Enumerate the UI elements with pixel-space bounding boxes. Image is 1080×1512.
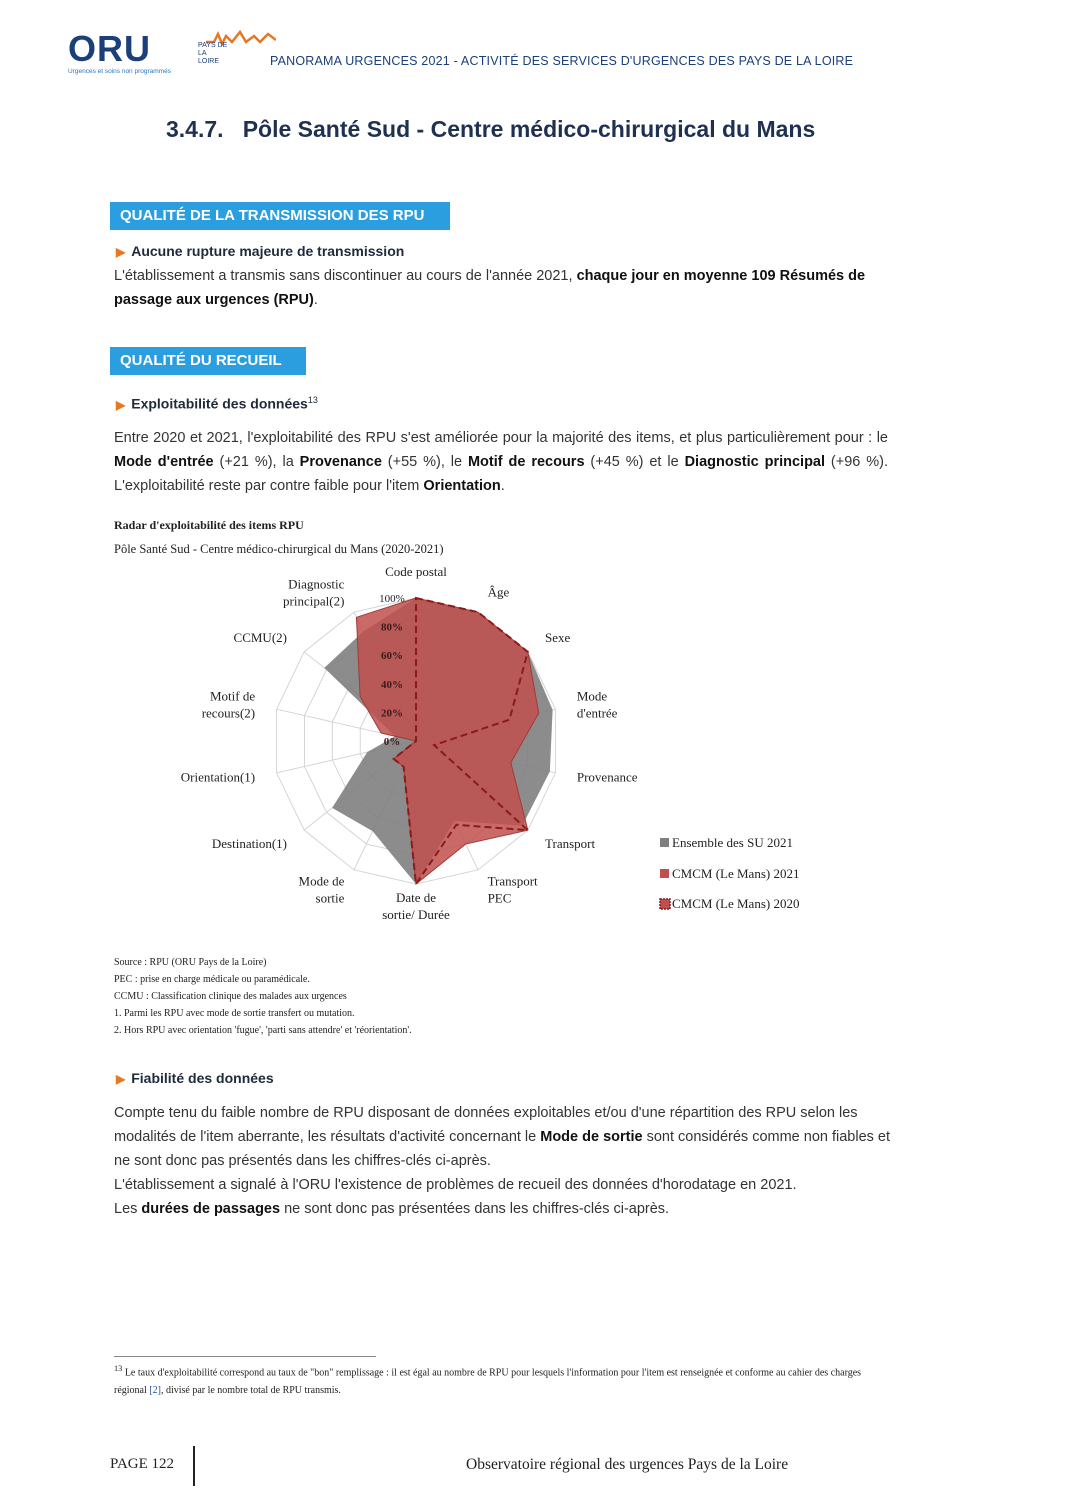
arrow-bullet-icon: ▶ [116,397,126,412]
radial-tick-label: 80% [381,621,403,634]
chart-legend [660,835,799,911]
reference-link[interactable]: [2] [149,1385,161,1397]
section-banner-transmission: QUALITÉ DE LA TRANSMISSION DES RPU [110,202,450,230]
category-label: Date de [395,890,437,905]
footer-separator [193,1446,195,1486]
section-banner-recueil: QUALITÉ DU RECUEIL [110,347,306,375]
oru-logo [68,28,228,80]
chart-note: 2. Hors RPU avec orientation 'fugue', 'parti sans attendre' et 'réorientation'. [114,1025,412,1036]
legend-swatch [660,899,670,909]
category-label: sortie [315,890,345,906]
radial-tick-label: 60% [381,650,403,663]
chart-note: 1. Parmi les RPU avec mode de sortie transfert ou mutation. [114,1008,355,1019]
subheading-fiabilite: ▶ Fiabilité des données [116,1070,274,1086]
category-label: Orientation(1) [180,769,256,785]
category-label: Transport [487,873,538,889]
category-label: Âge [487,584,510,600]
chart-notes [114,954,412,1039]
category-label: Provenance [576,769,638,785]
radial-tick-label: 40% [381,678,403,691]
legend-swatch [660,869,669,878]
category-label: Sexe [545,630,571,646]
category-label: Mode [576,688,608,704]
arrow-bullet-icon: ▶ [116,245,126,259]
radial-tick-label: 0% [383,736,401,748]
legend-label: CMCM (Le Mans) 2020 [672,896,800,911]
category-label: Destination(1) [211,835,287,851]
footnote-divider [114,1356,376,1357]
category-label: Transport [545,835,596,851]
category-label: Diagnostic [288,576,345,592]
legend-label: CMCM (Le Mans) 2021 [672,866,800,881]
logo-region: PAYS DE LA LOIRE [198,42,228,65]
chart-note: CCMU : Classification clinique des malades aux urgences [114,991,347,1002]
subheading-exploitabilite: ▶ Exploitabilité des données$^{13}$ [116,395,318,412]
category-label: principal(2) [283,593,345,609]
radial-tick-label: 20% [381,707,403,720]
footnote: $^{13}$ Le taux d'exploitabilité correspond au taux de "bon" remplissage : il est égal au nombre de RPU pour lesquels l'information pour l'item est renseignée et conforme au cahier des charges régional [2], divisé par le nombre total de RPU transmis. [114,1364,862,1397]
category-label: d'entrée [576,705,618,721]
radial-tick-label: 100% [379,593,405,605]
paragraph-exploitabilite: Entre 2020 et 2021, l'exploitabilité des RPU s'est améliorée pour la majorité des items, et plus particulièrement pour : le Mode d'entrée (+21 %), la Provenance (+55 %), le Motif de recours (+45 %) et le Diagnostic principal (+96 %). L'exploitabilité reste par contre faible pour l'item Orientation. [114,430,888,494]
category-label: Motif de [209,688,256,704]
category-label: Code postal [385,564,447,579]
radar-chart [0,560,1080,945]
legend-swatch [660,838,669,847]
subheading-transmission: ▶ Aucune rupture majeure de transmission [116,243,405,259]
category-label: sortie/ Durée [382,907,450,922]
logo-tagline: Urgences et soins non programmés [68,68,171,75]
chart-subtitle: Pôle Santé Sud - Centre médico-chirurgical du Mans (2020-2021) [114,542,444,556]
category-label: Mode de [298,873,345,889]
chart-note: PEC : prise en charge médicale ou paramédicale. [114,974,310,985]
paragraph-fiabilite: Compte tenu du faible nombre de RPU disposant de données exploitables et/ou d'une répartition des RPU selon les modalités de l'item aberrante, les résultats d'activité concernant le Mode de sortie sont considérés comme non fiables et ne sont donc pas présentés dans les chiffres-clés ci-après. L'établissement a signalé à l'ORU l'existence de problèmes de recueil des données d'horodatage en 2021. Les durées de passages ne sont donc pas présentées dans les chiffres-clés ci-après. [114,1105,891,1217]
paragraph-transmission: L'établissement a transmis sans discontinuer au cours de l'année 2021, chaque jour en moyenne 109 Résumés de passage aux urgences (RPU). [114,268,866,308]
chart-title: Radar d'exploitabilité des items RPU [114,518,304,532]
footer-organisation: Observatoire régional des urgences Pays de la Loire [466,1456,789,1473]
arrow-bullet-icon: ▶ [116,1072,126,1086]
logo-wordmark: ORU [68,28,151,69]
chart-note: Source : RPU (ORU Pays de la Loire) [114,957,267,968]
page-title: 3.4.7. Pôle Santé Sud - Centre médico-chirurgical du Mans [166,116,816,142]
page-number: PAGE 122 [110,1456,175,1472]
category-label: CCMU(2) [233,630,287,646]
category-label: PEC [487,890,512,906]
radar-series [324,598,552,884]
category-label: recours(2) [201,705,256,721]
running-header: PANORAMA URGENCES 2021 - ACTIVITÉ DES SERVICES D'URGENCES DES PAYS DE LA LOIRE [270,54,854,68]
legend-label: Ensemble des SU 2021 [672,835,793,850]
